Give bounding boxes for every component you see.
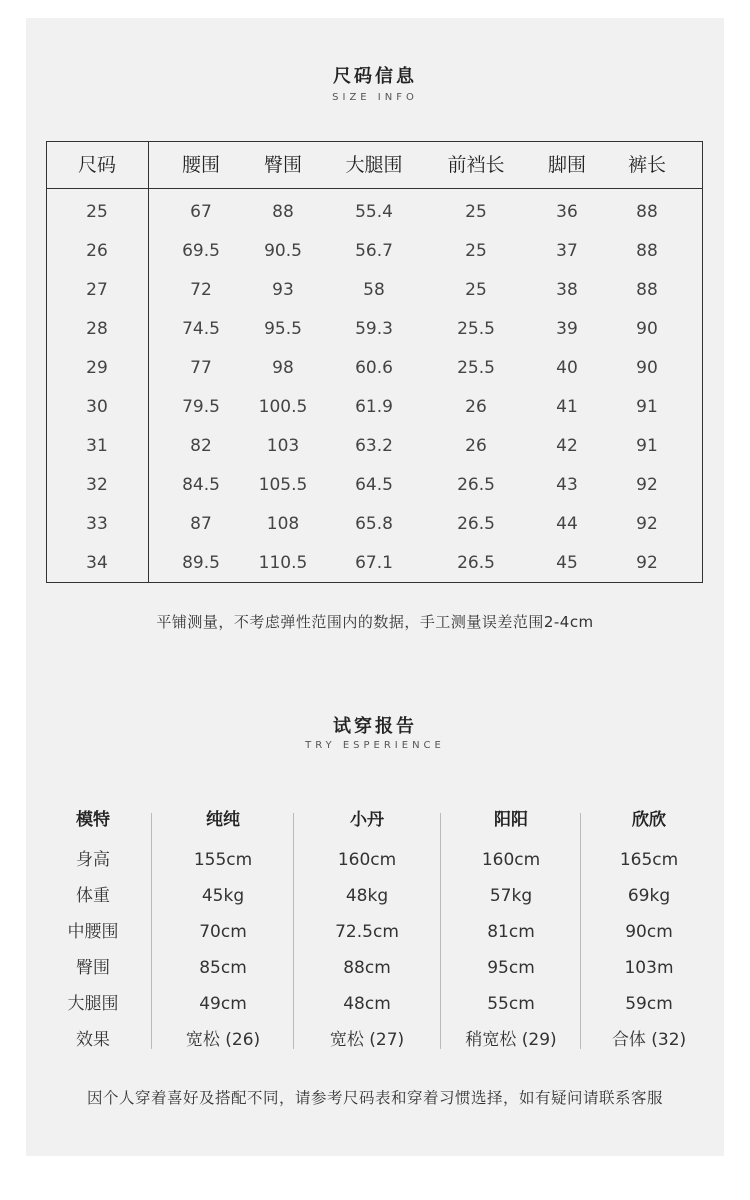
- size-table-cell: 103: [266, 436, 300, 456]
- size-table-cell: 61.9: [355, 397, 393, 417]
- size-table-row: [47, 505, 702, 544]
- measure-value-cell: 85cm: [199, 958, 247, 978]
- measure-value-cell: 48kg: [345, 886, 389, 906]
- size-table-cell: 110.5: [258, 553, 308, 573]
- size-table-cell: 37: [556, 241, 578, 261]
- model-name-cell: 欣欣: [632, 810, 666, 830]
- measure-value-cell: 81cm: [487, 922, 535, 942]
- size-table: [46, 141, 703, 583]
- size-table-cell: 93: [272, 280, 294, 300]
- size-table-row: [47, 232, 702, 271]
- size-info-title: 尺码信息: [333, 66, 417, 87]
- size-table-cell: 88: [636, 280, 658, 300]
- size-table-row: [47, 544, 702, 583]
- size-table-cell: 91: [636, 436, 658, 456]
- size-table-cell: 29: [86, 358, 108, 378]
- size-header-cell: 臀围: [263, 154, 303, 176]
- try-report-row: [0, 842, 750, 878]
- size-table-cell: 67: [190, 202, 212, 222]
- size-table-cell: 88: [636, 241, 658, 261]
- size-table-cell: 87: [190, 514, 212, 534]
- size-header-cell: 大腿围: [345, 154, 403, 176]
- size-table-cell: 42: [556, 436, 578, 456]
- size-table-cell: 26.5: [457, 475, 495, 495]
- size-table-cell: 77: [190, 358, 212, 378]
- size-table-cell: 92: [636, 475, 658, 495]
- model-name-cell: 阳阳: [494, 810, 528, 830]
- measure-label-cell: 体重: [76, 886, 110, 906]
- size-table-cell: 89.5: [182, 553, 220, 573]
- try-report-row: [0, 914, 750, 950]
- try-report-subtitle: TRY ESPERIENCE: [305, 740, 445, 751]
- size-table-cell: 44: [556, 514, 578, 534]
- size-table-cell: 39: [556, 319, 578, 339]
- measure-value-cell: 72.5cm: [335, 922, 399, 942]
- size-table-cell: 26: [465, 436, 487, 456]
- size-table-cell: 98: [272, 358, 294, 378]
- size-table-cell: 26: [465, 397, 487, 417]
- size-header-cell: 腰围: [181, 154, 221, 176]
- try-report-row: [0, 986, 750, 1022]
- size-table-cell: 90: [636, 319, 658, 339]
- size-table-cell: 31: [86, 436, 108, 456]
- size-table-row: [47, 427, 702, 466]
- size-table-header: [47, 142, 702, 188]
- size-table-cell: 74.5: [182, 319, 220, 339]
- size-table-cell: 59.3: [355, 319, 393, 339]
- size-table-row: [47, 193, 702, 232]
- size-table-cell: 41: [556, 397, 578, 417]
- model-name-cell: 小丹: [350, 810, 384, 830]
- measure-value-cell: 宽松 (26): [185, 1030, 261, 1050]
- size-table-cell: 56.7: [355, 241, 393, 261]
- size-table-cell: 88: [636, 202, 658, 222]
- fit-note: 因个人穿着喜好及搭配不同，请参考尺码表和穿着习惯选择，如有疑问请联系客服: [86, 1089, 663, 1107]
- model-header-cell: 模特: [76, 810, 110, 830]
- size-table-cell: 58: [363, 280, 385, 300]
- size-table-cell: 38: [556, 280, 578, 300]
- measure-label-cell: 身高: [76, 850, 110, 870]
- size-table-cell: 79.5: [182, 397, 220, 417]
- measure-value-cell: 49cm: [199, 994, 247, 1014]
- size-table-row: [47, 349, 702, 388]
- size-table-cell: 26.5: [457, 553, 495, 573]
- measure-value-cell: 合体 (32): [611, 1030, 687, 1050]
- measure-value-cell: 95cm: [487, 958, 535, 978]
- measure-value-cell: 90cm: [625, 922, 673, 942]
- size-table-row: [47, 310, 702, 349]
- size-table-cell: 27: [86, 280, 108, 300]
- size-table-cell: 26.5: [457, 514, 495, 534]
- size-table-cell: 25: [86, 202, 108, 222]
- measurement-note: 平铺测量，不考虑弹性范围内的数据，手工测量误差范围2-4cm: [156, 613, 594, 631]
- size-table-cell: 65.8: [355, 514, 393, 534]
- measure-label-cell: 大腿围: [67, 994, 119, 1014]
- size-table-cell: 30: [86, 397, 108, 417]
- size-table-cell: 55.4: [355, 202, 393, 222]
- size-table-cell: 40: [556, 358, 578, 378]
- size-table-cell: 100.5: [258, 397, 308, 417]
- size-table-cell: 108: [266, 514, 300, 534]
- size-table-cell: 69.5: [182, 241, 220, 261]
- size-table-cell: 92: [636, 553, 658, 573]
- try-report-title: 试穿报告: [333, 716, 417, 737]
- measure-label-cell: 效果: [76, 1030, 110, 1050]
- model-name-cell: 纯纯: [206, 810, 240, 830]
- size-info-subtitle: SIZE INFO: [332, 92, 418, 103]
- try-report-row: [0, 878, 750, 914]
- size-table-cell: 25: [465, 202, 487, 222]
- size-table-cell: 60.6: [355, 358, 393, 378]
- size-table-cell: 88: [272, 202, 294, 222]
- size-table-cell: 28: [86, 319, 108, 339]
- measure-value-cell: 155cm: [193, 850, 253, 870]
- size-table-row: [47, 388, 702, 427]
- size-table-cell: 84.5: [182, 475, 220, 495]
- size-table-cell: 67.1: [355, 553, 393, 573]
- size-table-cell: 26: [86, 241, 108, 261]
- size-table-cell: 25: [465, 241, 487, 261]
- size-table-cell: 105.5: [258, 475, 308, 495]
- size-table-cell: 43: [556, 475, 578, 495]
- measure-value-cell: 59cm: [625, 994, 673, 1014]
- size-table-cell: 63.2: [355, 436, 393, 456]
- measure-value-cell: 103m: [624, 958, 674, 978]
- measure-value-cell: 160cm: [481, 850, 541, 870]
- measure-value-cell: 88cm: [343, 958, 391, 978]
- size-header-cell: 脚围: [547, 154, 587, 176]
- size-table-cell: 91: [636, 397, 658, 417]
- size-table-row: [47, 466, 702, 505]
- size-table-cell: 25.5: [457, 358, 495, 378]
- measure-value-cell: 69kg: [627, 886, 671, 906]
- size-header-cell: 前裆长: [447, 154, 505, 176]
- size-table-header-rule: [47, 188, 702, 189]
- measure-label-cell: 臀围: [76, 958, 110, 978]
- size-table-cell: 64.5: [355, 475, 393, 495]
- measure-label-cell: 中腰围: [67, 922, 119, 942]
- measure-value-cell: 稍宽松 (29): [465, 1030, 557, 1050]
- measure-value-cell: 宽松 (27): [329, 1030, 405, 1050]
- size-header-cell: 裤长: [627, 154, 667, 176]
- size-table-cell: 82: [190, 436, 212, 456]
- try-report-row: [0, 1022, 750, 1058]
- measure-value-cell: 45kg: [201, 886, 245, 906]
- size-table-row: [47, 271, 702, 310]
- try-report-header-row: [0, 802, 750, 838]
- size-table-cell: 92: [636, 514, 658, 534]
- size-table-cell: 95.5: [264, 319, 302, 339]
- try-report-row: [0, 950, 750, 986]
- size-table-cell: 72: [190, 280, 212, 300]
- measure-value-cell: 57kg: [489, 886, 533, 906]
- size-header-cell: 尺码: [77, 154, 117, 176]
- size-table-cell: 33: [86, 514, 108, 534]
- size-table-cell: 32: [86, 475, 108, 495]
- size-table-cell: 45: [556, 553, 578, 573]
- measure-value-cell: 55cm: [487, 994, 535, 1014]
- size-table-cell: 90.5: [264, 241, 302, 261]
- size-table-cell: 25: [465, 280, 487, 300]
- size-table-cell: 90: [636, 358, 658, 378]
- measure-value-cell: 70cm: [199, 922, 247, 942]
- size-table-cell: 34: [86, 553, 108, 573]
- size-table-cell: 25.5: [457, 319, 495, 339]
- measure-value-cell: 165cm: [619, 850, 679, 870]
- size-table-cell: 36: [556, 202, 578, 222]
- measure-value-cell: 160cm: [337, 850, 397, 870]
- measure-value-cell: 48cm: [343, 994, 391, 1014]
